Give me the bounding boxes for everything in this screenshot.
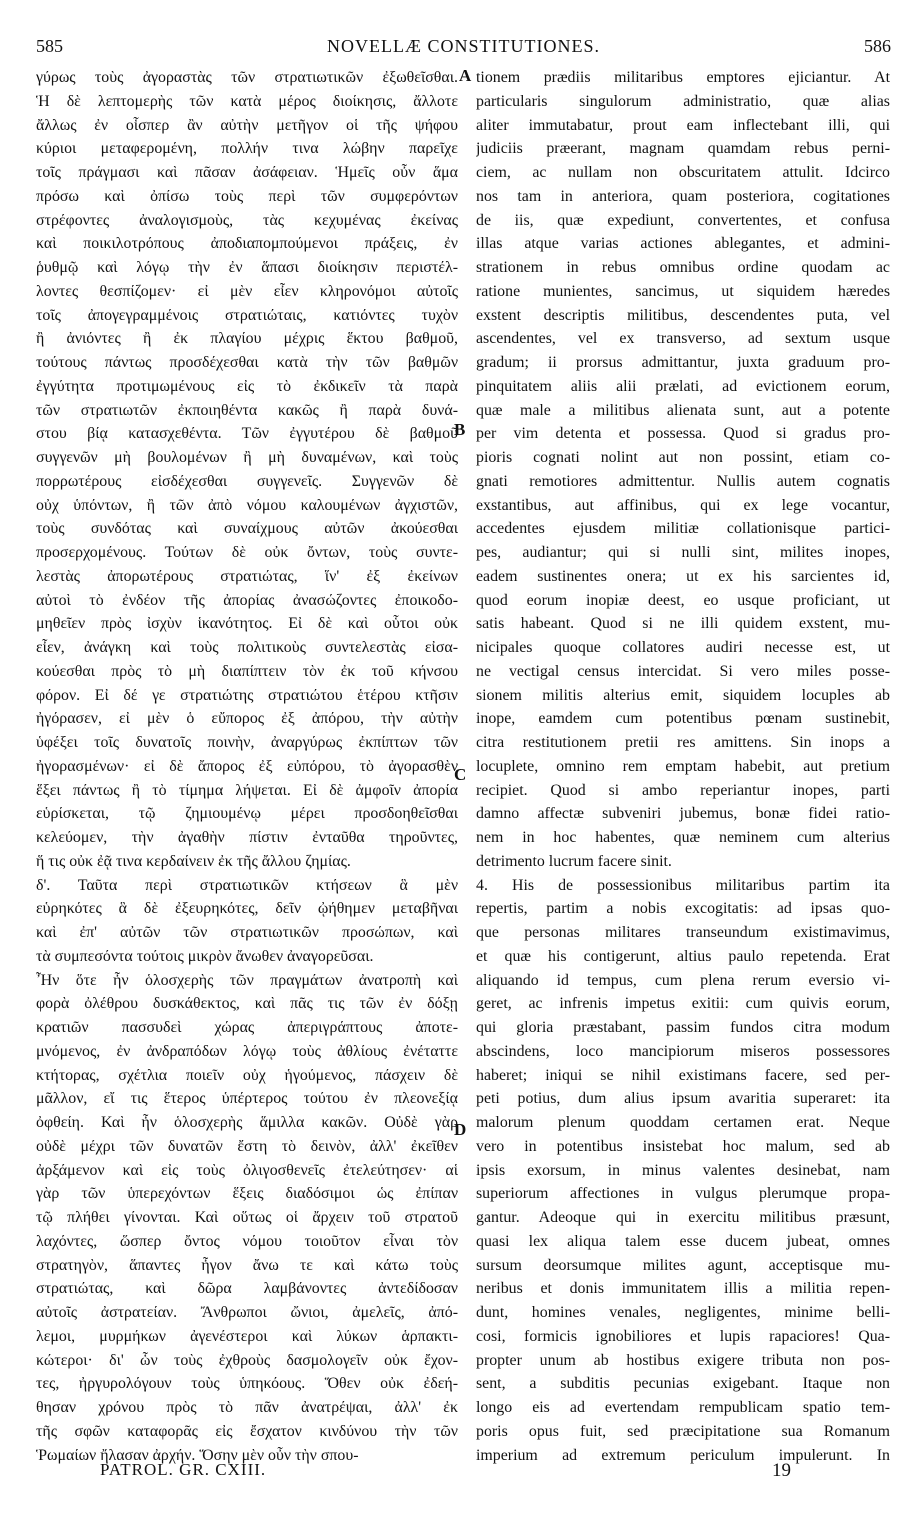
greek-text-line: κούεσθαι πρὸς τὸ μὴ διαπίπτειν τὸν ἐκ τοῦ κήνσου <box>36 662 458 680</box>
greek-text-line: κτήτορας, σχέτλια ποιεῖν οὐχ ἡγούμενος, πάσχειν δὲ <box>36 1066 458 1084</box>
greek-text-line: στου βίᾳ κατασχεθέντα. Τῶν ἐγγυτέρου δὲ βαθμοῦ <box>36 425 458 443</box>
greek-text-line: πρόσω καὶ ὀπίσω τοὺς περὶ τῶν συμφερόντων <box>36 187 458 205</box>
greek-text-line: θησαν χρόνου πρὸς τὸ πᾶν ἀνατρέψαι, ἀλλ' ἐκ <box>36 1399 458 1416</box>
greek-text-line: ἄλλως ἐν οἷσπερ ἂν αὐτὴν μετῆγον οἱ τῆς ψήφου <box>36 116 458 134</box>
latin-text-line: vero in potentibus insistebat hoc malum, sed ab <box>476 1137 890 1155</box>
latin-text-line: aliquando id tempus, cum plena rerum eversio vi- <box>476 971 890 989</box>
greek-text-line: τῷ πλήθει γίνονται. Καὶ οὕτως οἱ ἄρχειν τοῦ στρατοῦ <box>36 1209 458 1226</box>
latin-text-line: inope, eamdem cum potentibus pœnam sustinebit, <box>476 710 890 728</box>
latin-text-line: gantur. Adeoque qui in exercitu militibus præsunt, <box>476 1209 890 1226</box>
greek-text-line: ἕξει πάντως ἢ τὸ τίμημα λήψεται. Εἰ δὲ ἀμφοῖν ἀπορία <box>36 781 458 799</box>
greek-text-line: αὐτοῖς ἀστρατείαν. Ἄνθρωποι ὤνιοι, ἀμελεῖς, ἀπό- <box>36 1304 458 1321</box>
latin-text-line: gnati remotiores admittentur. Nullis autem cognatis <box>476 472 890 490</box>
greek-text-line: ἢ ἀνιόντες ἢ ἐκ πλαγίου μέχρις ἕκτου βαθμοῦ, <box>36 330 458 348</box>
latin-text-line: geret, ac infrenis impetus exitii: cum quivis eorum, <box>476 995 890 1013</box>
greek-text-line: τούτους πάντως προσδέχεσθαι κατὰ τὴν τῶν βαθμῶν <box>36 354 458 371</box>
latin-text-line: quæ male a militibus alienata sunt, aut a potente <box>476 401 890 419</box>
latin-text-line: sursum deorsumque milites agunt, acceptisque mu- <box>476 1256 890 1274</box>
latin-text-line: propter unum ab hostibus exigere tributa non pos- <box>476 1351 890 1369</box>
latin-text-line: damno affectæ subveniri jubemus, bonæ fidei ratio- <box>476 805 890 823</box>
latin-text-line: strationem in rebus omnibus ordine quodam ac <box>476 259 890 276</box>
greek-text-line: ῥυθμῷ καὶ λόγῳ τὴν ἐν ἅπασι διοίκησιν περιστέλ- <box>36 259 458 276</box>
greek-text-column <box>36 66 458 1467</box>
latin-text-line: judiciis præerant, magnam quamdam rebus perni- <box>476 140 890 158</box>
latin-text-line: particularis singulorum administratio, quæ alias <box>476 92 890 110</box>
greek-text-line: λοντες θεσπίζομεν· εἰ μὲν εἶεν κληρονόμοι αὐτοῖς <box>36 282 458 300</box>
latin-text-line: haberet; iniqui se nihil existimans facere, sed per- <box>476 1066 890 1084</box>
greek-text-line: κρατιῶν πασσυδεὶ χώρας ἀπεριγράπτους ἀποτε- <box>36 1019 458 1036</box>
latin-text-column <box>476 66 890 1467</box>
latin-text-line: quasi lex aliqua talem esse ducem jubeat, omnes <box>476 1232 890 1250</box>
latin-text-line: gradum; ii prorsus admittantur, juxta graduum pro- <box>476 354 890 371</box>
margin-marker-b: B <box>454 420 466 439</box>
greek-text-line: στρέφοντες ἀναλογισμοὺς, τὰς κεχυμένας ἐκείνας <box>36 211 458 229</box>
latin-text-line: malorum plenum quoddam certamen erat. Neque <box>476 1114 890 1131</box>
greek-text-line: εἶεν, ἀνάγκη καὶ τοὺς πολιτικοὺς συντελεστὰς εἰσα- <box>36 639 458 656</box>
greek-text-line: γὰρ τῶν ὑπερεχόντων ἕξεις διαδόσιμοι ὡς ἐπίπαν <box>36 1185 458 1203</box>
latin-text-line: tionem prædiis militaribus emptores ejiciantur. At <box>476 69 890 86</box>
latin-text-line: que personas militares transeundum existimavimus, <box>476 924 890 941</box>
greek-text-line: μνόμενος, ἐν ἀνδραπόδων λόγῳ τοὺς ἀθλίους ἐνέταττε <box>36 1042 458 1060</box>
latin-text-line: nos tam in anteriora, quam posteriora, cogitationes <box>476 187 890 205</box>
latin-text-line: dunt, homines venales, negligentes, minime belli- <box>476 1304 890 1321</box>
greek-text-line: ἐγγύτητα προτιμωμένους εἰς τὸ ἐκδικεῖν τὰ παρὰ <box>36 377 458 395</box>
latin-text-line: longo eis ad evertendam rempublicam spatio tem- <box>476 1399 890 1416</box>
running-header <box>36 36 891 66</box>
latin-text-line: repertis, partim a nobis excogitatis: ad ipsas quo- <box>476 900 890 918</box>
latin-text-line: ne vectigal census intercidat. Si vero miles posse- <box>476 662 890 680</box>
page-footer <box>0 1460 921 1490</box>
greek-text-line: αὐτοὶ τὸ ἐνδέον τῆς ἀπορίας ἀνασώζοντες ἐποικοδο- <box>36 591 458 609</box>
greek-text-line: λεμοι, μυρμήκων ἀγενέστεροι καὶ λύκων ἁρπακτι- <box>36 1327 458 1345</box>
greek-text-line: καὶ ποικιλοτρόπους ἀποδιαπομπούμενοι πράξεις, ἐν <box>36 235 458 253</box>
latin-text-line: citra restitutionem pretii res amittens. Sin inops a <box>476 734 890 751</box>
greek-text-line: λαχόντες, ὥσπερ ὄντος νόμου τοιοῦτον εἶναι τὸν <box>36 1232 458 1250</box>
page-title: NOVELLÆ CONSTITUTIONES. <box>327 36 600 56</box>
latin-text-line: pioris cognati nolint aut non possint, etiam co- <box>476 449 890 466</box>
greek-text-line: ἠγόρασεν, εἰ μὲν ὁ εὔπορος ἐξ ἀπόρου, τὴν αὐτὴν <box>36 710 458 728</box>
greek-text-line: τῆς σφῶν καταφορᾶς εἰς ἔσχατον κινδύνου τὴν τῶν <box>36 1422 458 1440</box>
greek-text-line: φόρον. Εἰ δέ γε στρατιώτης στρατιώτου ἑτέρου κτῆσιν <box>36 686 458 704</box>
greek-text-line: μᾶλλον, εἴ τις ἕτερος ὑπέρτερος τούτου ἐν πλεονεξίᾳ <box>36 1090 458 1108</box>
latin-text-line: de iis, quæ expediunt, convertentes, et confusa <box>476 211 890 229</box>
greek-text-line: στρατηγὸν, ἅπαντες ἦγον ἄνω τε καὶ κάτω τοὺς <box>36 1256 458 1274</box>
greek-text-line: Ῥωμαίων ἤλασαν ἀρχήν. Ὅσην μὲν οὖν τὴν σπου- <box>36 1446 359 1464</box>
greek-text-line: τοῖς ἀπογεγραμμένοις στρατιώταις, κατιόντες τυχὸν <box>36 306 458 324</box>
greek-text-line: φορὰ ὀλέθρου δυσκάθεκτος, καὶ πᾶς τις τῶν ἐν δόξῃ <box>36 995 458 1013</box>
latin-text-line: detrimento lucrum facere sinit. <box>476 852 672 870</box>
greek-text-line: στρατιώτας, καὶ δῶρα λαμβάνοντες ἀντεδίδοσαν <box>36 1280 458 1298</box>
latin-text-line: ratione munientes, sancimus, ut siquidem hæredes <box>476 282 890 300</box>
greek-text-line: οὐδὲ μέχρι τῶν δυνατῶν ἔστη τὸ δεινὸν, ἀλλ' ἐκεῖθεν <box>36 1137 458 1155</box>
latin-text-line: accedentes ejusdem militiæ collationisque partici- <box>476 520 890 538</box>
greek-text-line: τες, ἠργυρολόγουν τοὺς ὑπηκόους. Ὅθεν οὐκ ἐδεή- <box>36 1375 458 1393</box>
latin-text-line: pes, audiantur; qui si nulli sint, milites inopes, <box>476 544 890 561</box>
latin-text-line: imperium ad extremum periculum impulerunt. In <box>476 1446 890 1464</box>
greek-text-line: τοῖς πράγμασι καὶ πᾶσαν ἀσάφειαν. Ἡμεῖς οὖν ἅμα <box>36 164 458 181</box>
greek-text-line: προσερχομένους. Τούτων δὲ οὐκ ὄντων, τοὺς συντε- <box>36 544 458 561</box>
greek-text-line: ἠγορασμένων· εἰ δὲ ἄπορος ἐξ εὐπόρου, τὸ ἀγορασθὲν <box>36 757 458 775</box>
greek-text-line: κώτεροι· δι' ὧν τοὺς ἐχθροὺς δασμολογεῖν οὐκ ἔχον- <box>36 1351 458 1369</box>
greek-text-line: ὑφέξει τοῖς δυνατοῖς ποινὴν, ἀναργύρως ἐκπίπτων τῶν <box>36 734 458 751</box>
latin-text-line: 4. His de possessionibus militaribus partim ita <box>476 876 890 894</box>
latin-text-line: per vim detenta et possessa. Quod si gradus pro- <box>476 425 890 443</box>
greek-text-line: κύριοι μεταφερομένη, πολλήν τινα λώβην παρεῖχε <box>36 140 458 158</box>
greek-text-line: καὶ ἐπ' αὐτῶν τῶν στρατιωτικῶν προσώπων, καὶ <box>36 924 458 941</box>
margin-marker-d: D <box>454 1120 467 1139</box>
latin-text-line: eadem sustinentes onera; ut ex his sarcientes id, <box>476 567 890 585</box>
greek-text-line: τῶν στρατιωτῶν ἐκποιηθέντα κακῶς ἢ παρὰ δυνά- <box>36 401 458 419</box>
greek-text-line: τοὺς συνδότας καὶ συναίχμους αὐτῶν ἀκούεσθαι <box>36 520 458 538</box>
greek-text-line: πορρωτέρους εἰσδέχεσθαι συγγενεῖς. Συγγενῶν δὲ <box>36 472 458 490</box>
latin-text-line: sionem militis alterius emit, siquidem locuples ab <box>476 686 890 704</box>
printer-signature: PATROL. GR. CXIII. <box>100 1460 267 1479</box>
margin-marker-c: C <box>454 765 467 784</box>
greek-text-line: ἥ τις οὐκ ἐᾷ τινα κερδαίνειν ἐκ τῆς ἄλλου ζημίας. <box>36 852 351 870</box>
latin-text-line: neribus et donis immunitatem illis a militia repen- <box>476 1280 890 1298</box>
sheet-number: 19 <box>772 1460 791 1481</box>
latin-text-line: satis habeant. Quod si ne illi quidem exstent, mu- <box>476 615 890 633</box>
greek-text-line: λεστὰς ἀπορωτέρους στρατιώτας, ἵν' ἐξ ἐκείνων <box>36 567 458 585</box>
greek-text-line: οὐχ ὑπόντων, ἢ τῶν ἀπὸ νόμου καλουμένων ἀγχιστῶν, <box>36 496 458 514</box>
latin-text-line: abscindens, loco mancipiorum miseros possessores <box>476 1042 890 1060</box>
greek-text-line: Ἡ δὲ λεπτομερὴς τῶν κατὰ μέρος διοίκησις, ἄλλοτε <box>36 92 458 110</box>
latin-text-line: ciem, ac nullam non obscuritatem attulit. Idcirco <box>476 164 890 181</box>
latin-text-line: recipiet. Quod si ambo reperiantur inopes, parti <box>476 781 890 799</box>
latin-text-line: qui gloria præstabant, passim fundos citra modum <box>476 1019 890 1036</box>
greek-text-line: μηθεῖεν πρὸς ἰσχὺν ἱκανότητος. Εἰ δὲ καὶ οὗτοι οὐκ <box>36 615 458 633</box>
latin-text-line: nicipales quoque collatores audiri necesse est, ut <box>476 639 890 656</box>
greek-text-line: ὀφθείη. Καὶ ἦν ὁλοσχερὴς ἅμιλλα κακῶν. Οὐδὲ γὰρ <box>36 1114 458 1131</box>
latin-text-line: et quæ his contigerunt, altius paulo repetenda. Erat <box>476 947 890 965</box>
latin-text-line: peti potius, dum alius ipsum avaritia superaret: ita <box>476 1090 890 1108</box>
latin-text-line: locuplete, omnino rem emptam habebit, aut pretium <box>476 757 890 775</box>
greek-text-line: δ'. Ταῦτα περὶ στρατιωτικῶν κτήσεων ἃ μὲν <box>36 876 458 894</box>
latin-text-line: superiorum affectiones in vulgus plerumque propa- <box>476 1185 890 1203</box>
latin-text-line: ascendentes, vel ex transverso, ad sextum usque <box>476 330 890 348</box>
latin-text-line: exstantibus, aut affinibus, qui ex lege vocantur, <box>476 496 890 514</box>
greek-text-line: τὰ συμπεσόντα τούτοις μικρὸν ἄνωθεν ἀναγορεῦσαι. <box>36 947 374 965</box>
latin-text-line: illas atque varias actiones ablegantes, et admini- <box>476 235 890 253</box>
greek-text-line: εὑρηκότες ἃ δὲ ἐξευρηκότες, δεῖν ᾠήθημεν μεταβῆναι <box>36 900 458 918</box>
latin-text-line: nem in hoc habentes, quæ neminem cum alterius <box>476 829 890 846</box>
greek-text-line: εὑρίσκεται, τῷ ζημιουμένῳ μέρει προσδοηθεῖσθαι <box>36 805 458 823</box>
page-number-left: 585 <box>36 36 63 56</box>
latin-text-line: aliter immutabatur, prout eam inflectebant illi, qui <box>476 116 890 134</box>
latin-text-line: poris opus fuit, sed præcipitatione sua Romanum <box>476 1422 890 1440</box>
latin-text-line: pinquitatem aliis alii prælati, ad evictionem eorum, <box>476 377 890 395</box>
latin-text-line: sent, a subditis pecunias exigebant. Itaque non <box>476 1375 890 1393</box>
page-number-right: 586 <box>864 36 891 56</box>
greek-text-line: συγγενῶν μὴ βουλομένων ἢ μὴ δυναμένων, καὶ τοὺς <box>36 449 458 466</box>
latin-text-line: ipsis exorsum, in minus valentes desinebat, nam <box>476 1161 890 1179</box>
latin-text-line: quod eorum inopiæ deest, eo usque proficiant, ut <box>476 591 890 609</box>
greek-text-line: γύρως τοὺς ἀγοραστὰς τῶν στρατιωτικῶν ἐξωθεῖσθαι. <box>36 69 458 86</box>
margin-marker-a: A <box>459 66 472 85</box>
greek-text-line: ἀρξάμενον καὶ εἰς τοὺς ὀλιγοσθενεῖς ἐτελεύτησεν· αἱ <box>36 1161 458 1179</box>
greek-text-line: Ἦν ὅτε ἦν ὁλοσχερὴς τῶν πραγμάτων ἀνατροπὴ καὶ <box>36 971 458 989</box>
latin-text-line: cosi, formicis ignobiliores et lupis rapaciores! Qua- <box>476 1327 890 1345</box>
greek-text-line: κελεύομεν, τὴν ἀγαθὴν πίστιν ἐνταῦθα τηροῦντες, <box>36 829 458 846</box>
latin-text-line: exstent descriptis militibus, descendentes puta, vel <box>476 306 890 324</box>
